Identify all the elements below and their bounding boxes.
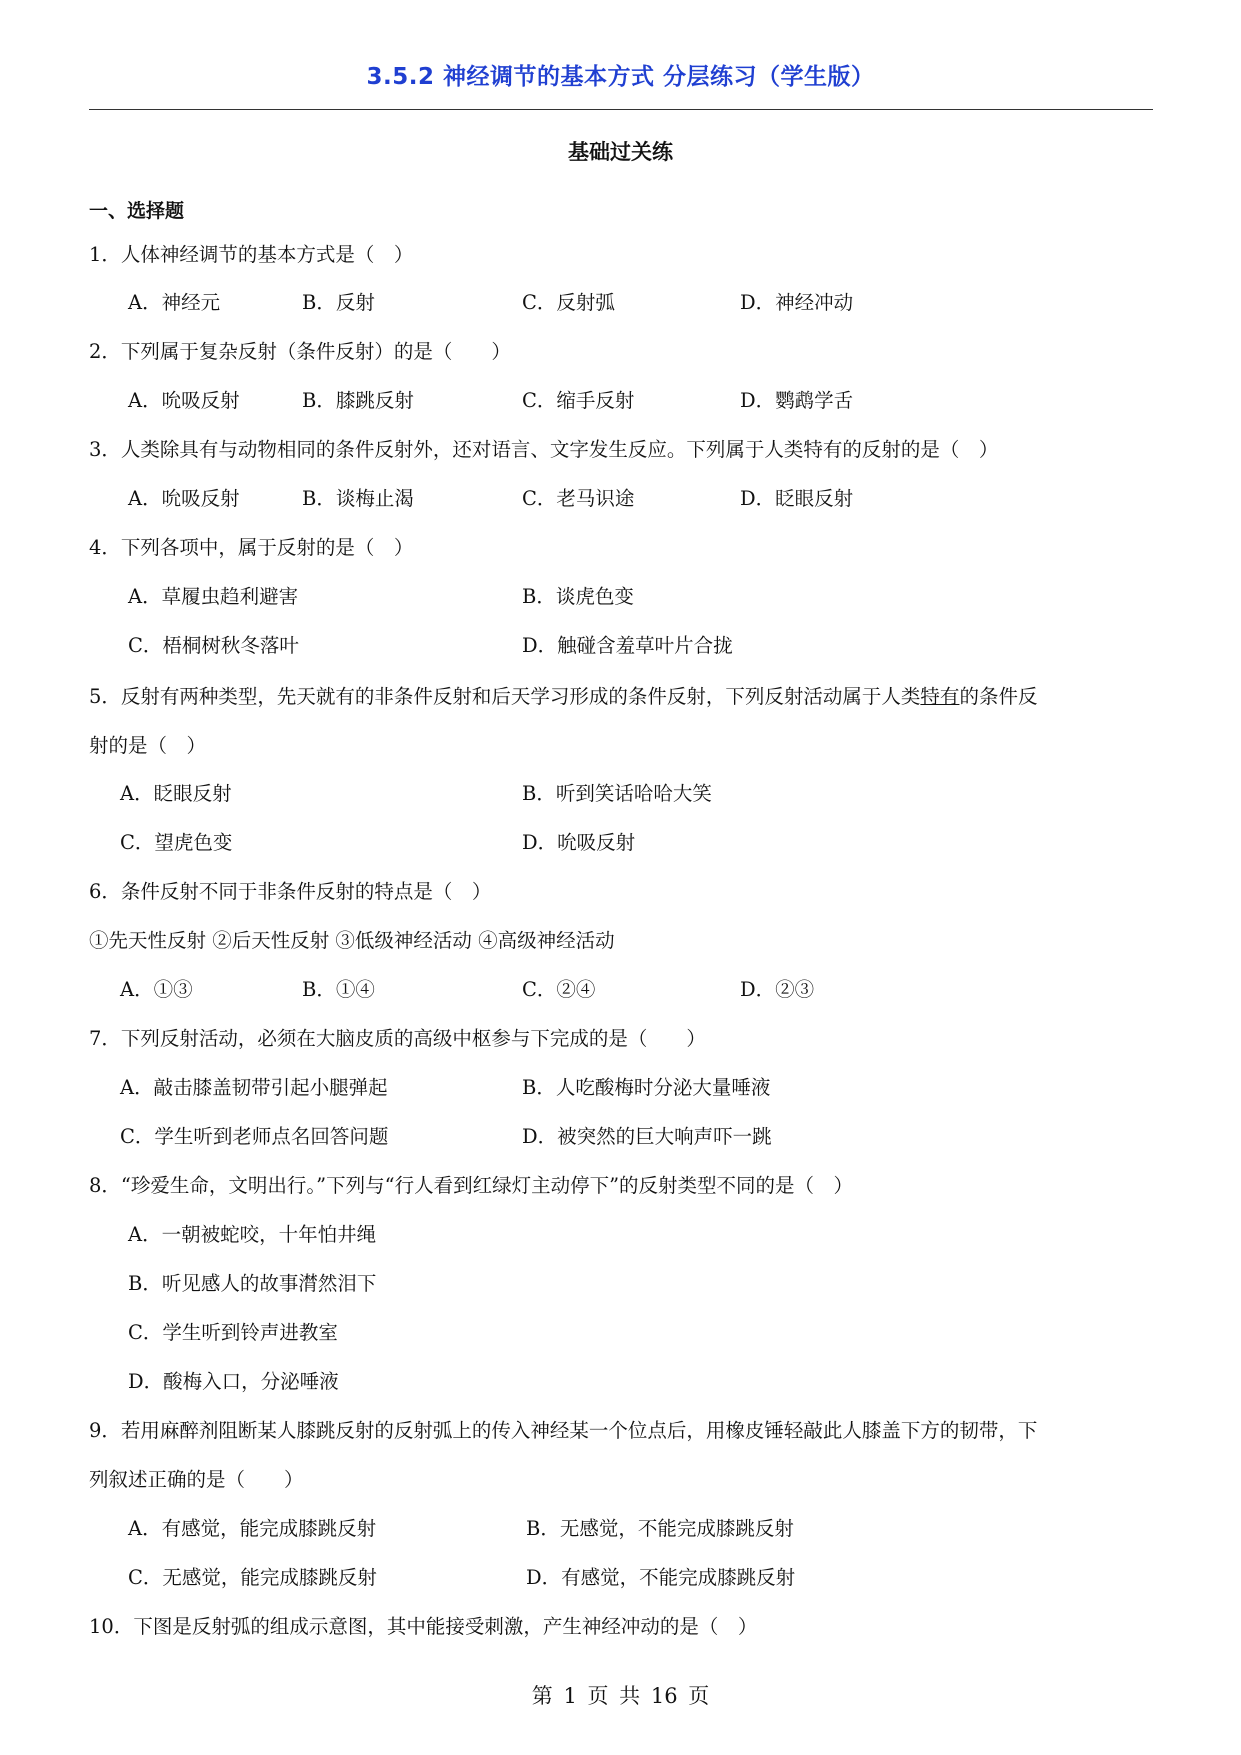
option: B．无感觉，不能完成膝跳反射 xyxy=(526,1517,794,1540)
option: D．鹦鹉学舌 xyxy=(740,389,854,412)
option: A．一朝被蛇咬，十年怕井绳 xyxy=(128,1223,377,1246)
option: B．听见感人的故事潸然泪下 xyxy=(128,1272,377,1295)
option: D．酸梅入口，分泌唾液 xyxy=(128,1370,339,1393)
question-stem: 8．“珍爱生命，文明出行。”下列与“行人看到红绿灯主动停下”的反射类型不同的是（ ） xyxy=(89,1174,854,1197)
option: C．学生听到铃声进教室 xyxy=(128,1321,338,1344)
option: A．神经元 xyxy=(128,291,221,314)
question-stem: 4．下列各项中，属于反射的是（ ） xyxy=(89,536,414,559)
option: B．听到笑话哈哈大笑 xyxy=(522,782,712,805)
question-stem: 2．下列属于复杂反射（条件反射）的是（ ） xyxy=(89,340,511,363)
option: C．老马识途 xyxy=(522,487,635,510)
underlined-term: 特有 xyxy=(920,685,960,708)
option: C．学生听到老师点名回答问题 xyxy=(120,1125,389,1148)
question-statements: ①先天性反射 ②后天性反射 ③低级神经活动 ④高级神经活动 xyxy=(89,929,615,952)
header-divider xyxy=(89,109,1153,110)
option: D．②③ xyxy=(740,978,815,1001)
option: C．望虎色变 xyxy=(120,831,233,854)
option: A．敲击膝盖韧带引起小腿弹起 xyxy=(120,1076,388,1099)
option: C．②④ xyxy=(522,978,596,1001)
section-title: 基础过关练 xyxy=(568,140,673,164)
option: C．梧桐树秋冬落叶 xyxy=(128,634,299,657)
question-stem: 10．下图是反射弧的组成示意图，其中能接受刺激，产生神经冲动的是（ ） xyxy=(89,1615,758,1638)
option: A．有感觉，能完成膝跳反射 xyxy=(128,1517,377,1540)
question-stem: 3．人类除具有与动物相同的条件反射外，还对语言、文字发生反应。下列属于人类特有的反射的是（ ） xyxy=(89,438,999,461)
option: B．谈梅止渴 xyxy=(302,487,414,510)
option: B．膝跳反射 xyxy=(302,389,414,412)
option: D．吮吸反射 xyxy=(522,831,636,854)
option: B．人吃酸梅时分泌大量唾液 xyxy=(522,1076,771,1099)
question-stem: 6．条件反射不同于非条件反射的特点是（ ） xyxy=(89,880,492,903)
option: A．吮吸反射 xyxy=(128,487,240,510)
option: A．吮吸反射 xyxy=(128,389,240,412)
question-stem: 7．下列反射活动，必须在大脑皮质的高级中枢参与下完成的是（ ） xyxy=(89,1027,706,1050)
option: B．①④ xyxy=(302,978,375,1001)
question-stem-continued: 射的是（ ） xyxy=(89,734,207,757)
question-stem-text: 的条件反 xyxy=(959,685,1038,708)
page-footer: 第 1 页 共 16 页 xyxy=(531,1684,710,1708)
option: C．无感觉，能完成膝跳反射 xyxy=(128,1566,377,1589)
option: D．神经冲动 xyxy=(740,291,854,314)
option: B．谈虎色变 xyxy=(522,585,634,608)
question-stem-text: 5．反射有两种类型，先天就有的非条件反射和后天学习形成的条件反射，下列反射活动属于人类 xyxy=(89,685,921,708)
page-title: 3.5.2 神经调节的基本方式 分层练习（学生版） xyxy=(366,64,875,90)
question-stem-continued: 列叙述正确的是（ ） xyxy=(89,1468,304,1491)
option: D．眨眼反射 xyxy=(740,487,854,510)
option: C．反射弧 xyxy=(522,291,615,314)
option: D．有感觉，不能完成膝跳反射 xyxy=(526,1566,796,1589)
option: D．被突然的巨大响声吓一跳 xyxy=(522,1125,772,1148)
option: D．触碰含羞草叶片合拢 xyxy=(522,634,733,657)
question-stem: 1．人体神经调节的基本方式是（ ） xyxy=(89,243,414,266)
option: A．眨眼反射 xyxy=(120,782,232,805)
option: B．反射 xyxy=(302,291,375,314)
option: C．缩手反射 xyxy=(522,389,635,412)
option: A．①③ xyxy=(120,978,193,1001)
option: A．草履虫趋利避害 xyxy=(128,585,299,608)
question-stem: 9．若用麻醉剂阻断某人膝跳反射的反射弧上的传入神经某一个位点后，用橡皮锤轻敲此人膝盖下方的韧带，下 xyxy=(89,1419,1038,1442)
question-stem xyxy=(89,685,1037,709)
part-title: 一、选择题 xyxy=(89,200,185,222)
